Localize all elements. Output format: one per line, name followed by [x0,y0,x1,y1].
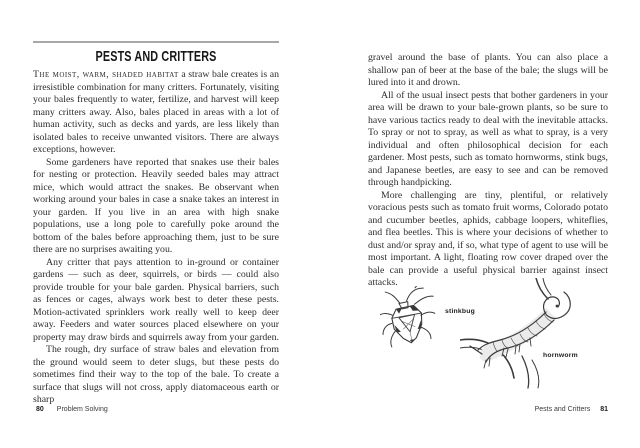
chapter-heading-block [33,41,279,66]
running-section-title: Pests and Critters [534,406,591,413]
paragraph: All of the usual insect pests that bother gardeners in your area will be drawn to your bale-grown plants, so be sure to have various tactics ready to deal with the inevitable attacks. To spray or not to spray, as well as what to spray, is a very individual and often philosophical decision for each gardener. Most pests, such as tomato hornworms, stink bugs, and Japanese beetles, are easy to see and can be removed through handpicking. [368,89,608,188]
hornworm-illustration [460,278,582,397]
page-title: PESTS AND CRITTERS [95,48,217,65]
running-section-title: Problem Solving [56,406,108,413]
paragraph: gravel around the base of plants. You can also place a shallow pan of beer at the base of the bale; the slugs will be lured into it and drown. [368,52,608,88]
stinkbug-icon [380,286,440,350]
insect-figures [368,278,608,403]
right-page-footer [535,406,608,413]
hornworm-icon [460,278,582,392]
paragraph: More challenging are tiny, plentiful, or relatively voracious pests such as tomato fruit worms, Colorado potato and cucumber beetles, aphids, cabbage loopers, whiteflies, and flea beetles. This is where your decisions of whether to dust and/or spray and, if so, what type of agent to use will be most important. A light, floating row cover draped over the bale can provide a useful physical barrier against insect attacks. [368,189,608,288]
hornworm-label: hornworm [543,352,578,359]
paragraph: Any critter that pays attention to in-ground or container gardens — such as deer, squirrels, or birds — could also provide trouble for your bale garden. Physical barriers, such as fences or cages, always work best to deter these pests. Motion-activated sprinklers work really well to keep deer away. Feeders and water sources placed elsewhere on your property may draw birds and squirrels away from your garden. [33,256,279,343]
stinkbug-label: stinkbug [445,308,475,315]
small-caps-lead: The moist, warm, shaded habitat [33,69,179,80]
left-page-footer [36,406,108,413]
heading-rule-divider [33,41,279,43]
paragraph: The rough, dry surface of straw bales and elevation from the ground would seem to deter slugs, but these pests do sometimes find their way to the top of the bale. To create a surface that slugs will not cross, apply diatomaceous earth or sharp [33,344,279,405]
paragraph-text: a straw bale creates is an irresistible combination for many critters. Fortunately, visiting your bales frequently to water, fertilize, and harvest will keep many critters away. Also, bales placed in areas with a lot of human activity, such as decks and yards, are less likely than isolated bales to receive unwanted visitors. There are always exceptions, however. [33,69,280,155]
right-page-body [368,52,608,290]
paragraph: Some gardeners have reported that snakes use their bales for nesting or protection. Heavily seeded bales may attract mice, which would attract the snakes. Be observant when working around your bales in case a snake takes an interest in your garden. If you live in an area with high snake populations, use a long pole to carefully poke around the bottom of the bales before approaching them, just to be sure there are no surprises awaiting you. [33,156,279,255]
left-page-body [33,69,279,407]
stinkbug-illustration [380,286,440,355]
heading-wrap [33,48,279,66]
page-number: 80 [36,406,44,413]
page-number: 81 [600,406,608,413]
paragraph [33,69,279,157]
